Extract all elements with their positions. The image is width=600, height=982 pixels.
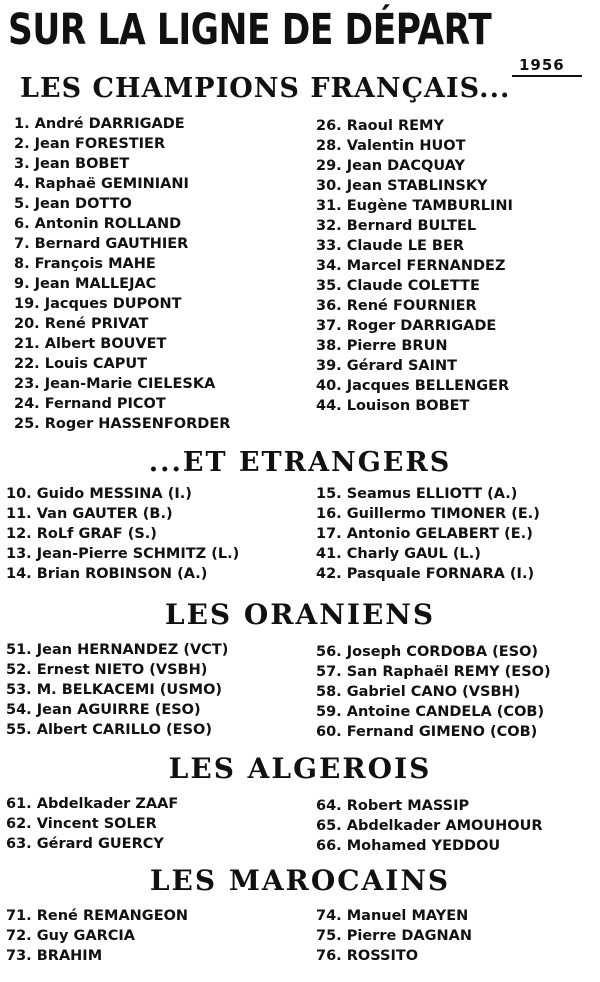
oraniens-right-column [316, 642, 551, 742]
marocains-left-column [6, 906, 188, 966]
rider-entry: 59. Antoine CANDELA (COB) [316, 704, 545, 720]
rider-entry: 74. Manuel MAYEN [316, 908, 469, 924]
rider-entry: 66. Mohamed YEDDOU [316, 838, 501, 854]
rider-entry: 63. Gérard GUERCY [6, 836, 164, 852]
rider-entry: 54. Jean AGUIRRE (ESO) [6, 702, 201, 718]
rider-entry: 35. Claude COLETTE [316, 278, 480, 294]
algerois-left-column [6, 794, 178, 854]
rider-entry: 44. Louison BOBET [316, 398, 470, 414]
rider-entry: 40. Jacques BELLENGER [316, 378, 510, 394]
rider-entry: 2. Jean FORESTIER [14, 136, 166, 152]
rider-entry: 29. Jean DACQUAY [316, 158, 466, 174]
oraniens-left-column [6, 640, 228, 740]
rider-entry: 26. Raoul REMY [316, 118, 444, 134]
rider-entry: 33. Claude LE BER [316, 238, 465, 254]
rider-entry: 75. Pierre DAGNAN [316, 928, 473, 944]
rider-entry: 23. Jean-Marie CIELESKA [14, 376, 216, 392]
section-title-algerois: LES ALGEROIS [168, 752, 432, 785]
rider-entry: 64. Robert MASSIP [316, 798, 470, 814]
rider-entry: 55. Albert CARILLO (ESO) [6, 722, 212, 738]
rider-entry: 62. Vincent SOLER [6, 816, 157, 832]
marocains-right-column [316, 906, 472, 966]
rider-entry: 9. Jean MALLEJAC [14, 276, 157, 292]
rider-entry: 21. Albert BOUVET [14, 336, 167, 352]
rider-entry: 39. Gérard SAINT [316, 358, 458, 374]
rider-entry: 60. Fernand GIMENO (COB) [316, 724, 538, 740]
rider-entry: 20. René PRIVAT [14, 316, 149, 332]
rider-entry: 14. Brian ROBINSON (A.) [6, 566, 208, 582]
section-title-champions: LES CHAMPIONS FRANÇAIS... [20, 73, 511, 104]
rider-entry: 65. Abdelkader AMOUHOUR [316, 818, 543, 834]
rider-entry: 30. Jean STABLINSKY [316, 178, 488, 194]
section-title-oraniens: LES ORANIENS [164, 598, 436, 631]
rider-entry: 58. Gabriel CANO (VSBH) [316, 684, 521, 700]
rider-entry: 73. BRAHIM [6, 948, 103, 964]
page-title: SUR LA LIGNE DE DÉPART [8, 5, 492, 55]
section-title-marocains: LES MAROCAINS [149, 864, 451, 897]
rider-entry: 3. Jean BOBET [14, 156, 130, 172]
rider-entry: 28. Valentin HUOT [316, 138, 466, 154]
rider-entry: 4. Raphaë GEMINIANI [14, 176, 189, 192]
rider-entry: 11. Van GAUTER (B.) [6, 506, 173, 522]
rider-entry: 42. Pasquale FORNARA (I.) [316, 566, 535, 582]
rider-entry: 51. Jean HERNANDEZ (VCT) [6, 642, 229, 658]
champions-right-column [316, 116, 513, 416]
rider-entry: 52. Ernest NIETO (VSBH) [6, 662, 208, 678]
rider-entry: 25. Roger HASSENFORDER [14, 416, 231, 432]
rider-entry: 34. Marcel FERNANDEZ [316, 258, 506, 274]
rider-entry: 76. ROSSITO [316, 948, 419, 964]
rider-entry: 5. Jean DOTTO [14, 196, 132, 212]
rider-entry: 32. Bernard BULTEL [316, 218, 477, 234]
rider-entry: 8. François MAHE [14, 256, 156, 272]
rider-entry: 57. San Raphaël REMY (ESO) [316, 664, 551, 680]
rider-entry: 24. Fernand PICOT [14, 396, 166, 412]
rider-entry: 31. Eugène TAMBURLINI [316, 198, 513, 214]
section-title-etrangers: ...ET ETRANGERS [148, 447, 452, 478]
rider-entry: 56. Joseph CORDOBA (ESO) [316, 644, 539, 660]
rider-entry: 38. Pierre BRUN [316, 338, 448, 354]
rider-entry: 6. Antonin ROLLAND [14, 216, 182, 232]
rider-entry: 19. Jacques DUPONT [14, 296, 182, 312]
etrangers-left-column [6, 484, 239, 584]
rider-entry: 37. Roger DARRIGADE [316, 318, 497, 334]
champions-left-column [14, 114, 230, 434]
rider-entry: 13. Jean-Pierre SCHMITZ (L.) [6, 546, 240, 562]
algerois-right-column [316, 796, 543, 856]
rider-entry: 1. André DARRIGADE [14, 116, 185, 132]
rider-entry: 36. René FOURNIER [316, 298, 477, 314]
rider-entry: 22. Louis CAPUT [14, 356, 148, 372]
rider-entry: 41. Charly GAUL (L.) [316, 546, 481, 562]
rider-entry: 10. Guido MESSINA (I.) [6, 486, 192, 502]
rider-entry: 7. Bernard GAUTHIER [14, 236, 189, 252]
rider-entry: 15. Seamus ELLIOTT (A.) [316, 486, 518, 502]
etrangers-right-column [316, 484, 540, 584]
rider-entry: 61. Abdelkader ZAAF [6, 796, 179, 812]
rider-entry: 71. René REMANGEON [6, 908, 189, 924]
rider-entry: 17. Antonio GELABERT (E.) [316, 526, 533, 542]
rider-entry: 53. M. BELKACEMI (USMO) [6, 682, 223, 698]
rider-entry: 72. Guy GARCIA [6, 928, 136, 944]
year-label: 1956 [519, 56, 565, 74]
rider-entry: 16. Guillermo TIMONER (E.) [316, 506, 540, 522]
rider-entry: 12. RoLf GRAF (S.) [6, 526, 157, 542]
